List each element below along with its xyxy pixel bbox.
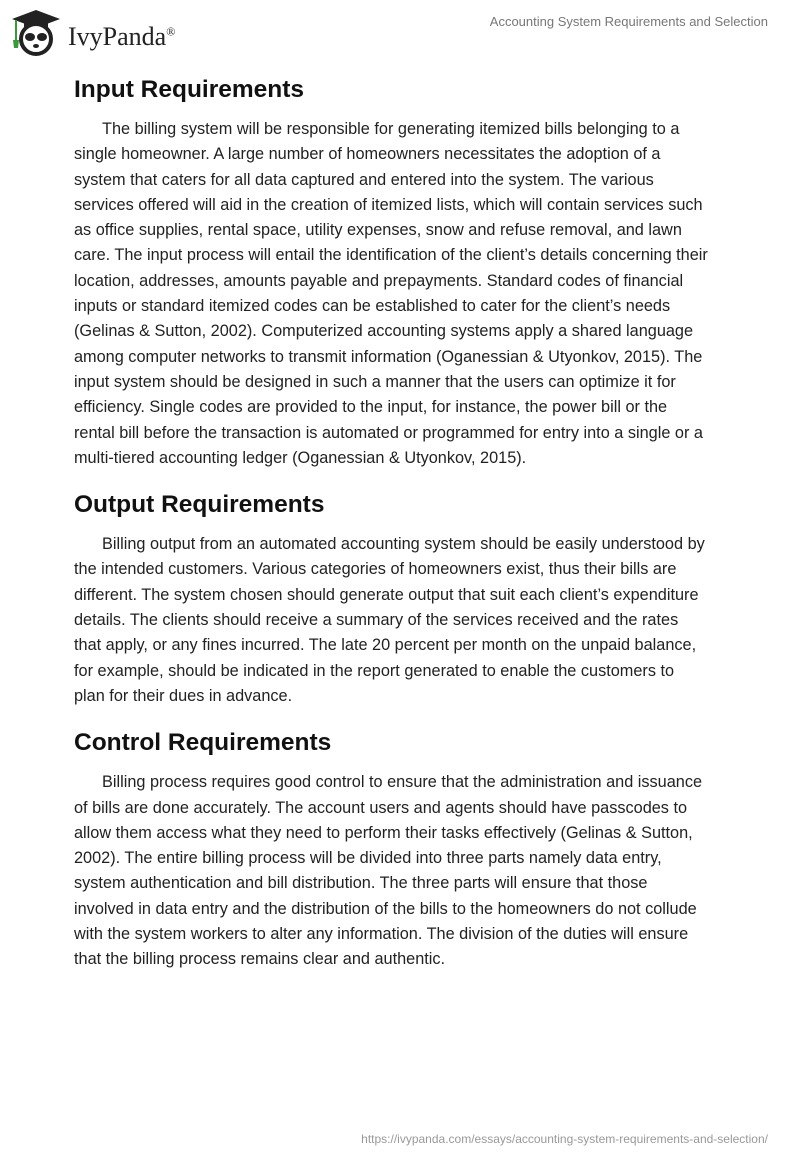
- paragraph-line: details. The clients should receive a summary of the services received and the rates: [74, 611, 679, 630]
- paragraph-line: among computer networks to transmit information (Oganessian & Utyonkov, 2015). The: [74, 347, 703, 366]
- paragraph-line: for example, should be indicated in the report generated to enable the customers to: [74, 661, 675, 680]
- source-url[interactable]: https://ivypanda.com/essays/accounting-system-requirements-and-selection/: [361, 1132, 768, 1146]
- paragraph-line: location, addresses, amounts payable and prepayments. Standard codes of financial: [74, 271, 684, 290]
- document-title: Accounting System Requirements and Selection: [489, 14, 768, 29]
- paragraph-line: The billing system will be responsible for generating itemized bills belonging to a: [102, 120, 680, 138]
- paragraph-line: plan for their dues in advance.: [74, 686, 293, 705]
- section-heading: Output Requirements: [74, 491, 325, 519]
- ivypanda-logo[interactable]: [10, 8, 175, 56]
- logo-text: IvyPanda®: [68, 22, 176, 51]
- paragraph-line: allow them access what they need to perform their tasks effectively (Gelinas & Sutton,: [74, 823, 693, 842]
- paragraph-line: efficiency. Single codes are provided to the input, for instance, the power bill or the: [74, 398, 668, 417]
- panda-graduate-icon: [10, 8, 62, 56]
- paragraph-line: of bills are done accurately. The account users and agents should have passcodes to: [74, 798, 688, 817]
- article-body: [74, 70, 734, 987]
- section-paragraph: [74, 532, 734, 709]
- paragraph-line: inputs or standard itemized codes can be established to cater for the client’s needs: [74, 297, 671, 316]
- paragraph-line: 2002). The entire billing process will be divided into three parts namely data entry,: [74, 849, 662, 868]
- section-heading: Control Requirements: [74, 729, 332, 757]
- paragraph-line: (Gelinas & Sutton, 2002). Computerized accounting systems apply a shared language: [74, 322, 694, 341]
- section-heading: Input Requirements: [74, 76, 305, 103]
- paragraph-line: as office supplies, rental space, utility expenses, snow and refuse removal, and lawn: [74, 221, 682, 240]
- paragraph-line: involved in data entry and the distribution of the bills to the homeowners do not collude: [74, 899, 697, 918]
- paragraph-line: system that caters for all data captured and entered into the system. The various: [74, 170, 654, 189]
- paragraph-line: Billing process requires good control to ensure that the administration and issuance: [102, 773, 703, 792]
- paragraph-line: Billing output from an automated accounting system should be easily understood by: [102, 535, 705, 554]
- paragraph-line: the intended customers. Various categories of homeowners exist, thus their bills are: [74, 560, 677, 579]
- paragraph-line: multi-tiered accounting ledger (Oganessian & Utyonkov, 2015).: [74, 448, 527, 467]
- paragraph-line: different. The system chosen should generate output that suit each client’s expenditure: [74, 585, 699, 604]
- paragraph-line: services offered will aid in the creation of itemized lists, which will contain services such: [74, 195, 703, 214]
- paragraph-line: rental bill before the transaction is automated or programmed for entry into a single or a: [74, 423, 703, 442]
- paragraph-line: that apply, or any fines incurred. The late 20 percent per month on the unpaid balance,: [74, 636, 697, 655]
- section-paragraph: [74, 117, 734, 471]
- paragraph-line: that the billing process remains clear and authentic.: [74, 950, 446, 969]
- paragraph-line: input system should be designed in such a manner that the users can optimize it for: [74, 372, 676, 391]
- paragraph-line: care. The input process will entail the identification of the client’s details concerning their: [74, 246, 708, 265]
- paragraph-line: with the system workers to alter any information. The division of the duties will ensure: [74, 925, 689, 944]
- paragraph-line: single homeowner. A large number of homeowners necessitates the adoption of a: [74, 145, 661, 164]
- section-paragraph: [74, 770, 734, 972]
- paragraph-line: system authentication and bill distribution. The three parts will ensure that those: [74, 874, 648, 893]
